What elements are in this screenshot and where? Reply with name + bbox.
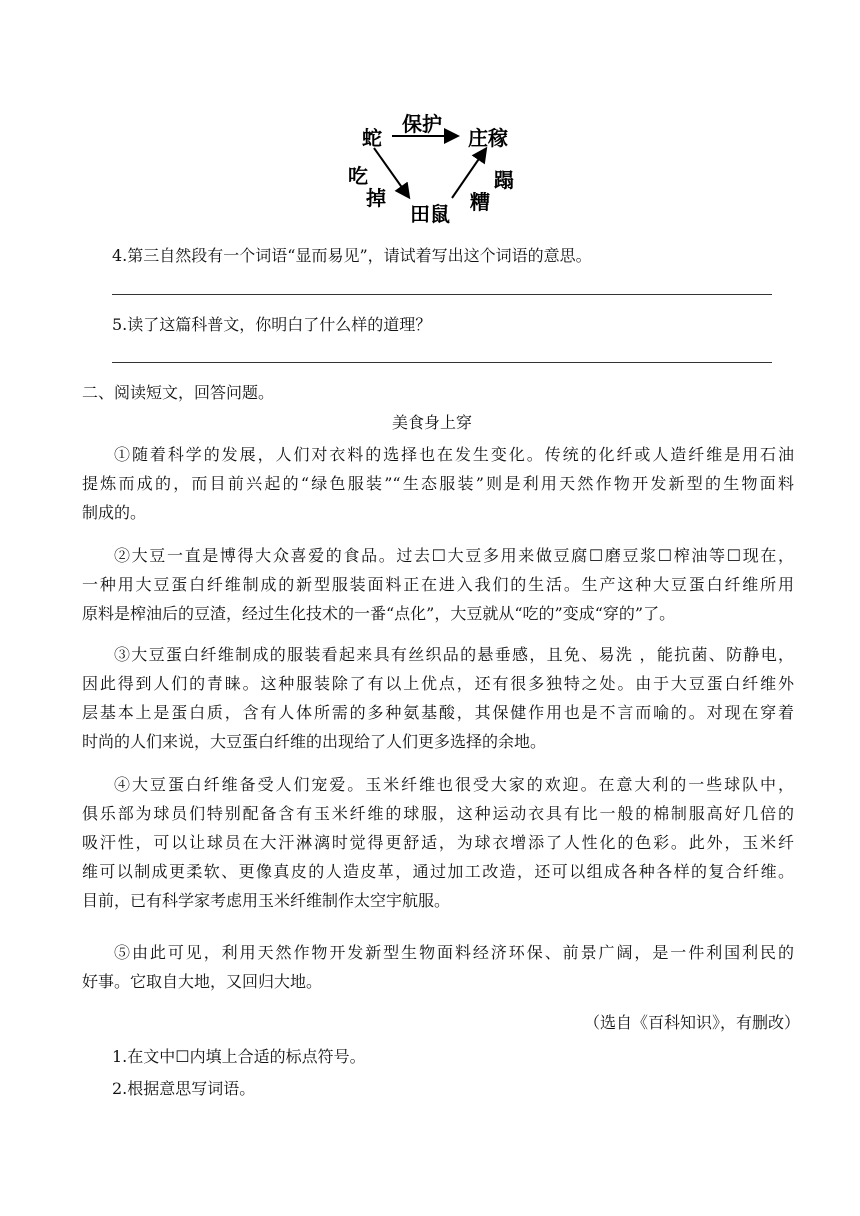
paragraph-2 [82,541,794,628]
p2-line: 一种用大豆蛋白纤维制成的新型服装面料正在进入我们的生活。生产这种大豆蛋白纤维所用 [82,575,794,594]
p3-line: 层基本上是蛋白质，含有人体所需的多种氨基酸，其保健作用也是不言而喻的。对现在穿着 [82,703,794,722]
question-4: 4.第三自然段有一个词语“显而易见”，请试着写出这个词语的意思。 [112,246,592,265]
node-field-mouse: 田鼠 [410,202,450,226]
p4-line: 目前，已有科学家考虑用玉米纤维制作太空宇航服。 [82,891,451,910]
p2-line: 原料是榨油后的豆渣，经过生化技术的一番“点化”，大豆就从“吃的”变成“穿的”了。 [82,604,676,623]
p4-line: 吸汗性，可以让球员在大汗淋漓时觉得更舒适，为球衣增添了人性化的色彩。此外，玉米纤 [82,833,794,852]
edge-trample-label-1: 蹋 [494,168,514,192]
node-crops: 庄稼 [468,126,508,150]
p4-line: 俱乐部为球员们特别配备含有玉米纤维的球服，这种运动衣具有比一般的棉制服高好几倍的 [82,804,794,823]
question-5: 5.读了这篇科普文，你明白了什么样的道理？ [112,315,432,334]
node-snake: 蛇 [362,126,382,150]
p3-line: 因此得到人们的青睐。这种服装除了有以上优点，还有很多独特之处。由于大豆蛋白纤维外 [82,674,794,693]
paragraph-4 [82,770,794,915]
food-chain-diagram [330,108,530,233]
p3-line: 时尚的人们来说，大豆蛋白纤维的出现给了人们更多选择的余地。 [82,732,547,751]
edge-protect-label: 保护 [402,112,442,136]
answer-line-q4[interactable] [112,294,772,295]
edge-eat-label-1: 吃 [348,164,368,188]
sub-question-1: 1.在文中☐内填上合适的标点符号。 [112,1047,366,1066]
paragraph-3 [82,640,794,756]
p1-line: 提炼而成的，而目前兴起的“绿色服装”“生态服装”则是利用天然作物开发新型的生物面料 [82,474,794,493]
article-source: （选自《百科知识》，有删改） [583,1013,800,1032]
p5-line: 好事。它取自大地，又回归大地。 [82,972,323,991]
edge-eat-label-2: 掉 [366,186,386,210]
sub-question-2: 2.根据意思写词语。 [112,1079,256,1098]
p1-line: 制成的。 [82,503,147,522]
p5-line: ⑤由此可见，利用天然作物开发新型生物面料经济环保、前景广阔，是一件利国利民的 [114,943,794,962]
paragraph-5 [82,938,794,996]
p1-line: ①随着科学的发展，人们对衣料的选择也在发生变化。传统的化纤或人造纤维是用石油 [114,445,794,464]
p3-line: ③大豆蛋白纤维制成的服装看起来具有丝织品的悬垂感，且免、易洗 ，能抗菌、防静电， [114,645,794,664]
paragraph-1 [82,440,794,527]
article-title: 美食身上穿 [392,413,473,432]
p2-line: ②大豆一直是博得大众喜爱的食品。过去☐大豆多用来做豆腐☐磨豆浆☐榨油等☐现在， [114,546,794,565]
p4-line: ④大豆蛋白纤维备受人们宠爱。玉米纤维也很受大家的欢迎。在意大利的一些球队中， [114,775,794,794]
answer-line-q5[interactable] [112,362,772,363]
edge-trample-label-2: 糟 [470,190,490,214]
p4-line: 维可以制成更柔软、更像真皮的人造皮革，通过加工改造，还可以组成各种各样的复合纤维。 [82,862,794,881]
section-2-heading: 二、阅读短文，回答问题。 [82,383,275,402]
